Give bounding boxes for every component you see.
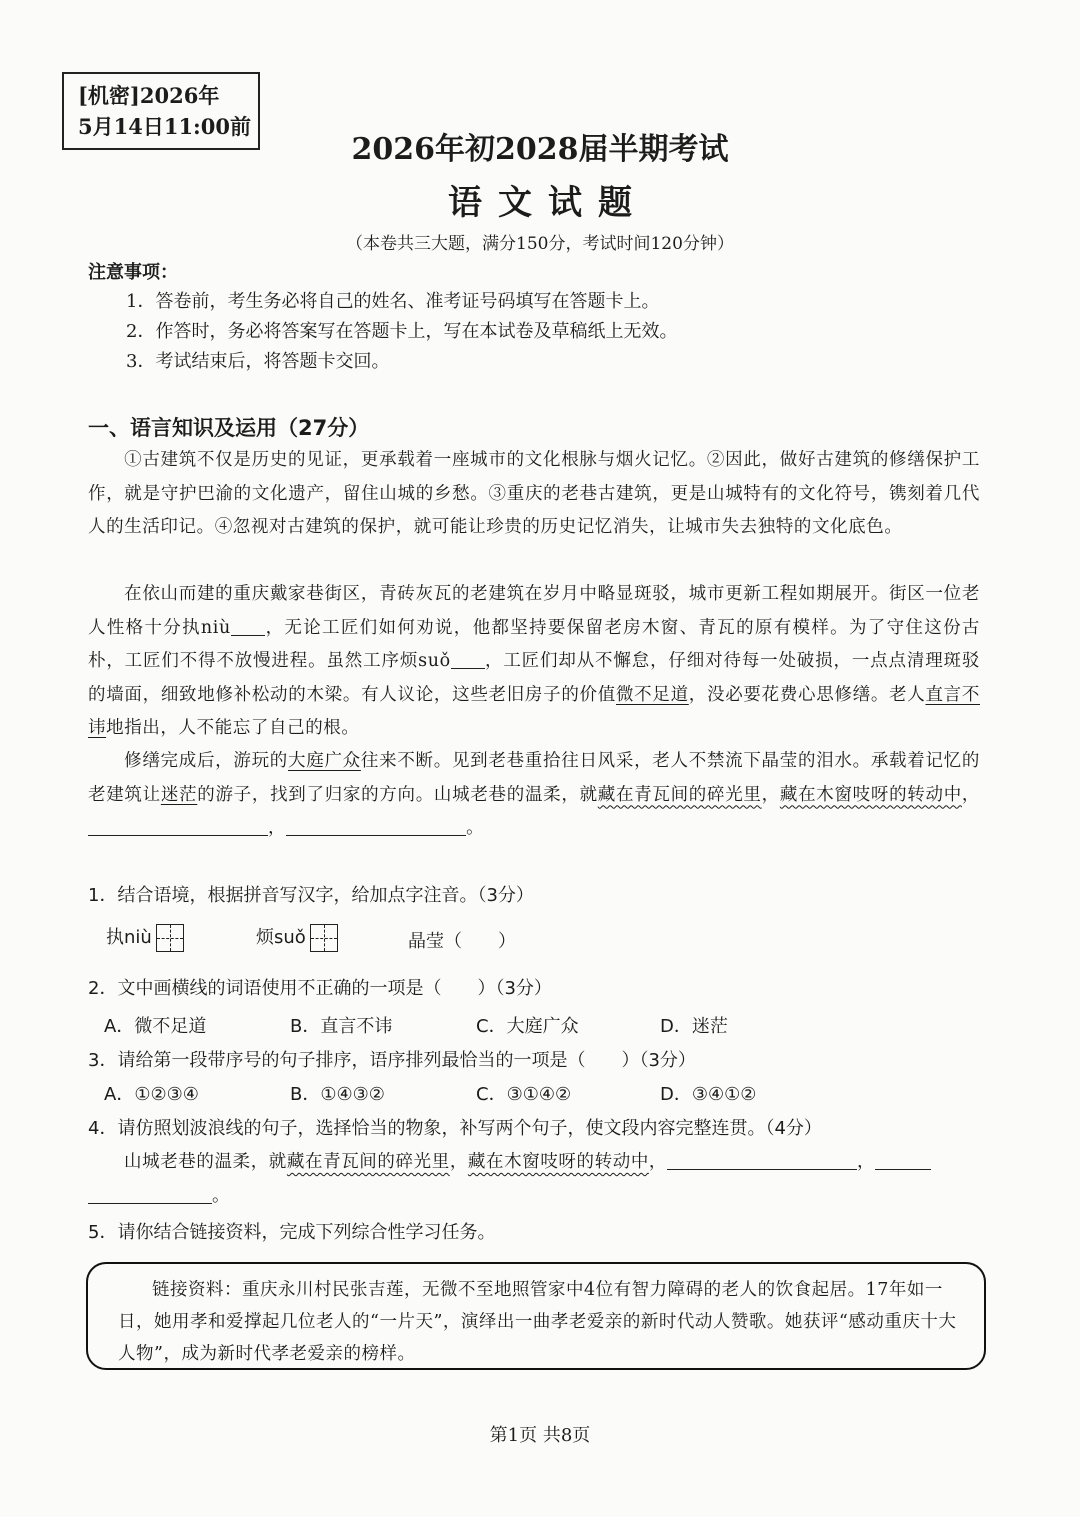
question-5: 5．请你结合链接资料，完成下列综合性学习任务。	[88, 1222, 496, 1243]
subject-title: 语文试题	[448, 183, 648, 223]
passage-paragraph-2: 在依山而建的重庆戴家巷街区，青砖灰瓦的老建筑在岁月中略显斑驳，城市更新工程如期展开。街区一位老人性格十分执niù ，无论工匠们如何劝说，他都坚持要保留老房木窗、青瓦的原有模样。为了守住这份古朴，工匠们不得不放慢进程。虽然工序烦suǒ ，工匠们却从不懈怠，仔细对待每一处破损，一点点清理斑驳的墙面，细致地修补松动的木梁。有人议论，这些老旧房子的价值微不足道，没必要花费心思修缮。老人直言不讳地指出，人不能忘了自己的根。	[88, 584, 980, 738]
q3-option[interactable]: B．①④③②	[290, 1084, 385, 1105]
character-grid[interactable]	[310, 924, 338, 952]
answer-blank[interactable]	[286, 818, 466, 837]
note-item: 1．答卷前，考生务必将自己的姓名、准考证号码填写在答题卡上。	[126, 291, 660, 312]
q3-option[interactable]: A．①②③④	[104, 1084, 199, 1105]
q2-option[interactable]: D．迷茫	[660, 1016, 728, 1037]
question-3: 3．请给第一段带序号的句子排序，语序排列最恰当的一项是（ ）（3分）	[88, 1050, 696, 1071]
answer-blank[interactable]	[875, 1152, 931, 1171]
answer-blank[interactable]	[231, 617, 265, 636]
q2-option[interactable]: C．大庭广众	[476, 1016, 579, 1037]
wavy-sentence: 藏在青瓦间的碎光里	[597, 784, 762, 805]
q2-option[interactable]: B．直言不讳	[290, 1016, 393, 1037]
answer-blank[interactable]	[88, 1185, 212, 1204]
q4-prompt: 山城老巷的温柔，就藏在青瓦间的碎光里，藏在木窗吱呀的转动中， ， 。	[88, 1146, 988, 1213]
q3-option[interactable]: C．③①④②	[476, 1084, 572, 1105]
stamp-line-2: 5月14日11:00前	[78, 114, 252, 139]
q1-item: 晶莹（ ）	[408, 931, 516, 952]
notes-heading: 注意事项：	[88, 262, 178, 283]
q3-option[interactable]: D．③④①②	[660, 1084, 757, 1105]
underlined-word: 迷茫	[160, 784, 198, 805]
character-grid[interactable]	[156, 924, 184, 952]
passage-paragraph-3: 修缮完成后，游玩的大庭广众往来不断。见到老巷重拾往日风采，老人不禁流下晶莹的泪水。承载着记忆的老建筑让迷茫的游子，找到了归家的方向。山城老巷的温柔，就藏在青瓦间的碎光里，藏在木窗吱呀的转动中，， 。	[88, 751, 981, 838]
question-2: 2．文中画横线的词语使用不正确的一项是（ ）（3分）	[88, 978, 552, 999]
stamp-line-1: [机密]2026年	[78, 83, 220, 108]
underlined-word: 直言不讳	[88, 684, 980, 738]
exam-title: 2026年初2028届半期考试	[351, 132, 729, 167]
answer-blank[interactable]	[88, 818, 268, 837]
underlined-word: 微不足道	[615, 684, 689, 705]
link-material-box	[86, 1262, 986, 1370]
underlined-word: 大庭广众	[288, 751, 361, 771]
wavy-sentence: 藏在木窗吱呀的转动中	[467, 1152, 649, 1172]
note-item: 2．作答时，务必将答案写在答题卡上，写在本试卷及草稿纸上无效。	[126, 321, 678, 342]
q1-item: 烦suǒ	[256, 923, 338, 952]
note-item: 3．考试结束后，将答题卡交回。	[126, 351, 390, 372]
wavy-sentence: 藏在青瓦间的碎光里	[286, 1152, 450, 1172]
answer-blank[interactable]	[451, 651, 485, 670]
passage-paragraph-1: ①古建筑不仅是历史的见证，更承载着一座城市的文化根脉与烟火记忆。②因此，做好古建筑的修缮保护工作，就是守护巴渝的文化遗产，留住山城的乡愁。③重庆的老巷古建筑，更是山城特有的文化符号，镌刻着几代人的生活印记。④忽视对古建筑的保护，就可能让珍贵的历史记忆消失，让城市失去独特的文化底色。	[88, 450, 980, 537]
q2-option[interactable]: A．微不足道	[104, 1016, 207, 1037]
section-heading: 一、语言知识及运用（27分）	[88, 416, 370, 440]
wavy-sentence: 藏在木窗吱呀的转动中	[779, 784, 962, 805]
link-material-text: 链接资料：重庆永川村民张吉莲，无微不至地照管家中4位有智力障碍的老人的饮食起居。17年如一日，她用孝和爱撑起几位老人的“一片天”，演绎出一曲孝老爱亲的新时代动人赞歌。她获评“感动重庆十大人物”，成为新时代孝老爱亲的榜样。	[118, 1280, 957, 1364]
q1-item: 执niù	[106, 923, 184, 952]
exam-info: （本卷共三大题，满分150分，考试时间120分钟）	[346, 234, 734, 254]
answer-blank[interactable]	[667, 1152, 857, 1171]
page-number: 第1页 共8页	[489, 1425, 591, 1446]
question-1: 1．结合语境，根据拼音写汉字，给加点字注音。（3分）	[88, 885, 534, 906]
question-4: 4．请仿照划波浪线的句子，选择恰当的物象，补写两个句子，使文段内容完整连贯。（4分）	[88, 1118, 822, 1139]
